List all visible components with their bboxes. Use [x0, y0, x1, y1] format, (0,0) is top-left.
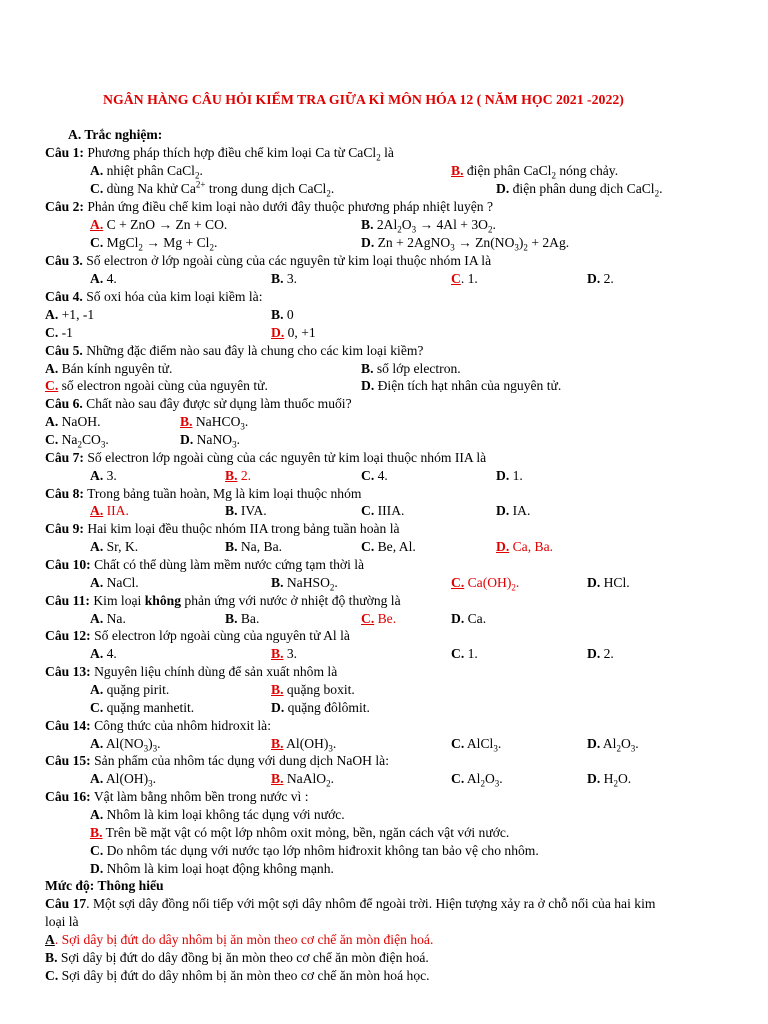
q3-option-b[interactable]: B. 3.: [271, 271, 298, 286]
q2-option-c[interactable]: C. MgCl$_2$ → $Mg + Cl_2$.: [90, 235, 218, 253]
question-10: Câu 10: Chất có thể dùng làm mềm nước cứng tạm thời là: [45, 557, 365, 572]
q7-option-c[interactable]: C. 4.: [361, 468, 388, 483]
question-12: Câu 12: Số electron lớp ngoài cùng của nguyên tử Al là: [45, 628, 350, 643]
q3-option-c[interactable]: C. 1.: [451, 271, 478, 286]
q1-option-b[interactable]: B. điện phân CaCl$_2$ nóng chảy.: [451, 163, 619, 181]
question-2: Câu 2: Phản ứng điều chế kim loại nào dưới đây thuộc phương pháp nhiệt luyện ?: [45, 199, 494, 214]
q8-option-b[interactable]: B. IVA.: [225, 503, 267, 518]
question-5: Câu 5. Những đặc điểm nào sau đây là chung cho các kim loại kiềm?: [45, 343, 424, 358]
page-title: NGÂN HÀNG CÂU HỎI KIỂM TRA GIỮA KÌ MÔN HÓA 12 ( NĂM HỌC 2021 -2022): [103, 92, 624, 107]
q1-option-c[interactable]: C. dùng Na khử $Ca^{2+}$ trong dung dịch CaCl$_2$.: [90, 179, 335, 199]
question-9: Câu 9: Hai kim loại đều thuộc nhóm IIA trong bảng tuần hoàn là: [45, 521, 400, 536]
q8-option-a[interactable]: A. IIA.: [90, 503, 129, 518]
q16-option-a[interactable]: A. Nhôm là kim loại không tác dụng với nước.: [90, 807, 345, 822]
q5-option-b[interactable]: B. số lớp electron.: [361, 361, 461, 376]
q11-option-b[interactable]: B. Ba.: [225, 611, 260, 626]
q15-option-a[interactable]: A. $Al(OH)_3$.: [90, 771, 157, 789]
q8-option-d[interactable]: D. IA.: [496, 503, 531, 518]
q16-option-d[interactable]: D. Nhôm là kim loại hoạt động không mạnh.: [90, 861, 334, 876]
q11-option-d[interactable]: D. Ca.: [451, 611, 487, 626]
q7-option-d[interactable]: D. 1.: [496, 468, 523, 483]
q6-option-d[interactable]: D. NaNO$_3$.: [180, 432, 241, 450]
q2-option-a[interactable]: A. C + ZnO → Zn + CO.: [90, 217, 228, 232]
q13-option-c[interactable]: C. quặng manhetit.: [90, 700, 195, 715]
q14-option-c[interactable]: C. AlCl$_3$.: [451, 736, 502, 754]
q14-option-b[interactable]: B. $Al(OH)_3$.: [271, 736, 337, 754]
q3-option-a[interactable]: A. 4.: [90, 271, 117, 286]
q10-option-c[interactable]: C. $Ca(OH)_2$.: [451, 575, 520, 593]
q3-option-d[interactable]: D. 2.: [587, 271, 614, 286]
question-16: Câu 16: Vật làm bằng nhôm bền trong nước vì :: [45, 789, 309, 804]
question-8: Câu 8: Trong bảng tuần hoàn, Mg là kim loại thuộc nhóm: [45, 486, 362, 501]
q2-option-d[interactable]: D. Zn + 2AgNO$_3$ → $Zn(NO_3)_2 + 2Ag$.: [361, 235, 570, 253]
question-7: Câu 7: Số electron lớp ngoài cùng của các nguyên tử kim loại thuộc nhóm IIA là: [45, 450, 487, 465]
q10-option-b[interactable]: B. NaHSO$_2$.: [271, 575, 338, 593]
q2-option-b[interactable]: B. $2Al_2O_3 \to 4Al + 3O_2$.: [361, 217, 496, 235]
q7-option-a[interactable]: A. 3.: [90, 468, 117, 483]
section-heading: A. Trắc nghiệm:: [68, 127, 163, 142]
question-17-cont: loại là: [45, 914, 79, 929]
q12-option-a[interactable]: A. 4.: [90, 646, 117, 661]
q6-option-a[interactable]: A. NaOH.: [45, 414, 101, 429]
q10-option-a[interactable]: A. NaCl.: [90, 575, 139, 590]
question-14: Câu 14: Công thức của nhôm hidroxit là:: [45, 718, 271, 733]
q16-option-c[interactable]: C. Do nhôm tác dụng với nước tạo lớp nhôm hiđroxit không tan bảo vệ cho nhôm.: [90, 843, 539, 858]
q15-option-c[interactable]: C. $Al_2O_3$.: [451, 771, 503, 789]
q9-option-d[interactable]: D. Ca, Ba.: [496, 539, 554, 554]
q8-option-c[interactable]: C. IIIA.: [361, 503, 405, 518]
level-heading: Mức độ: Thông hiểu: [45, 878, 164, 893]
q12-option-d[interactable]: D. 2.: [587, 646, 614, 661]
q14-option-d[interactable]: D. $Al_2O_3$.: [587, 736, 639, 754]
q11-option-c[interactable]: C. Be.: [361, 611, 397, 626]
q17-option-b[interactable]: B. Sợi dây bị đứt do dây đồng bị ăn mòn theo cơ chế ăn mòn điện hoá.: [45, 950, 429, 965]
q17-option-c[interactable]: C. Sợi dây bị đứt do dây nhôm bị ăn mòn theo cơ chế ăn mòn hoá học.: [45, 968, 430, 983]
q4-option-a[interactable]: A. +1, -1: [45, 307, 95, 322]
q6-option-c[interactable]: C. $Na_2CO_3$.: [45, 432, 109, 450]
question-3: Câu 3. Số electron ở lớp ngoài cùng của các nguyên tử kim loại thuộc nhóm IA là: [45, 253, 492, 268]
question-6: Câu 6. Chất nào sau đây được sử dụng làm thuốc muối?: [45, 396, 352, 411]
q9-option-a[interactable]: A. Sr, K.: [90, 539, 139, 554]
q15-option-d[interactable]: D. $H_2O$.: [587, 771, 632, 789]
q14-option-a[interactable]: A. $Al(NO_3)_3$.: [90, 736, 161, 754]
question-1: Câu 1: Phương pháp thích hợp điều chế kim loại Ca từ CaCl$_2$ là: [45, 145, 394, 163]
q12-option-b[interactable]: B. 3.: [271, 646, 298, 661]
question-13: Câu 13: Nguyên liệu chính dùng để sản xuất nhôm là: [45, 664, 338, 679]
q17-option-a[interactable]: A. Sợi dây bị đứt do dây nhôm bị ăn mòn theo cơ chế ăn mòn điện hoá.: [45, 932, 434, 947]
q13-option-a[interactable]: A. quặng pirit.: [90, 682, 170, 697]
question-15: Câu 15: Sản phẩm của nhôm tác dụng với dung dịch NaOH là:: [45, 753, 389, 768]
q1-option-d[interactable]: D. điện phân dung dịch CaCl$_2$.: [496, 181, 663, 199]
q9-option-c[interactable]: C. Be, Al.: [361, 539, 416, 554]
q4-option-c[interactable]: C. -1: [45, 325, 73, 340]
q7-option-b[interactable]: B. 2.: [225, 468, 252, 483]
q6-option-b[interactable]: B. NaHCO$_3$.: [180, 414, 249, 432]
q13-option-b[interactable]: B. quặng boxit.: [271, 682, 355, 697]
q16-option-b[interactable]: B. Trên bề mặt vật có một lớp nhôm oxit mỏng, bền, ngăn cách vật với nước.: [90, 825, 510, 840]
q15-option-b[interactable]: B. NaAlO$_2$.: [271, 771, 335, 789]
q11-option-a[interactable]: A. Na.: [90, 611, 126, 626]
question-17: Câu 17. Một sợi dây đồng nối tiếp với một sợi dây nhôm để ngoài trời. Hiện tượng xảy ra ở chỗ nối của hai kim: [45, 896, 656, 911]
q9-option-b[interactable]: B. Na, Ba.: [225, 539, 283, 554]
q4-option-b[interactable]: B. 0: [271, 307, 294, 322]
q5-option-a[interactable]: A. Bán kính nguyên tử.: [45, 361, 173, 376]
q10-option-d[interactable]: D. HCl.: [587, 575, 630, 590]
q5-option-c[interactable]: C. số electron ngoài cùng của nguyên tử.: [45, 378, 268, 393]
question-11: Câu 11: Kim loại không phản ứng với nước ở nhiệt độ thường là: [45, 593, 401, 608]
q4-option-d[interactable]: D. 0, +1: [271, 325, 316, 340]
q1-option-a[interactable]: A. nhiệt phân CaCl$_2$.: [90, 163, 203, 181]
q12-option-c[interactable]: C. 1.: [451, 646, 478, 661]
question-4: Câu 4. Số oxi hóa của kim loại kiềm là:: [45, 289, 263, 304]
q13-option-d[interactable]: D. quặng đôlômit.: [271, 700, 370, 715]
q5-option-d[interactable]: D. Điện tích hạt nhân của nguyên tử.: [361, 378, 562, 393]
